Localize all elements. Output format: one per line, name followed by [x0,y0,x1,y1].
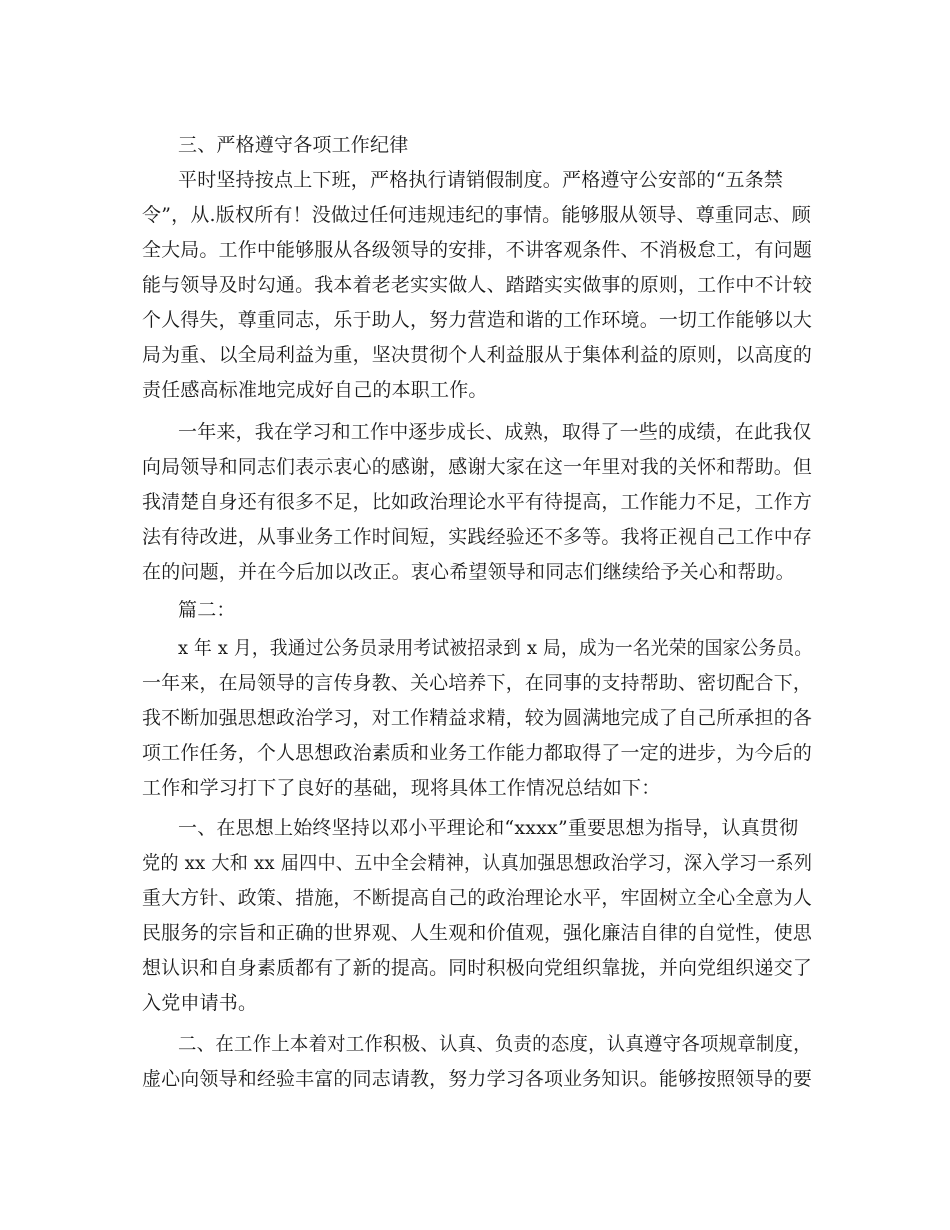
text-line: 一年来，在局领导的言传身教、关心培养下，在同事的支持帮助、密切配合下， [142,672,812,694]
text-line: 三、严格遵守各项工作纪律 [178,134,409,156]
text-line: 一、在思想上始终坚持以邓小平理论和“xxxx”重要思想为指导，认真贯彻 [178,817,799,839]
text-line: 个人得失，尊重同志，乐于助人，努力营造和谐的工作环境。一切工作能够以大 [142,309,812,331]
text-line: 全大局。工作中能够服从各级领导的安排，不讲客观条件、不消极怠工，有问题 [142,239,812,261]
text-line: 虚心向领导和经验丰富的同志请教，努力学习各项业务知识。能够按照领导的要 [142,1068,812,1090]
text-line: 工作和学习打下了良好的基础，现将具体工作情况总结如下： [142,777,661,799]
text-line: 入党申请书。 [142,992,258,1014]
text-line: 民服务的宗旨和正确的世界观、人生观和价值观，强化廉洁自律的自觉性，使思 [142,922,812,944]
text-line: x 年 x 月，我通过公务员录用考试被招录到 x 局，成为一名光荣的国家公务员。 [178,637,813,659]
text-line: 能与领导及时勾通。我本着老老实实做人、踏踏实实做事的原则，工作中不计较 [142,274,812,296]
text-line: 党的 xx 大和 xx 届四中、五中全会精神，认真加强思想政治学习，深入学习一系列 [142,852,813,874]
text-line: 想认识和自身素质都有了新的提高。同时积极向党组织靠拢，并向党组织递交了 [142,957,812,979]
text-line: 令”，从.版权所有！没做过任何违规违纪的事情。能够服从领导、尊重同志、顾 [142,204,811,226]
text-line: 局为重、以全局利益为重，坚决贯彻个人利益服从于集体利益的原则，以高度的 [142,344,812,366]
text-line: 我不断加强思想政治学习，对工作精益求精，较为圆满地完成了自己所承担的各 [142,707,812,729]
text-line: 项工作任务，个人思想政治素质和业务工作能力都取得了一定的进步，为今后的 [142,742,812,764]
text-line: 向局领导和同志们表示衷心的感谢，感谢大家在这一年里对我的关怀和帮助。但 [142,456,812,478]
text-line: 篇二： [178,599,236,621]
text-line: 法有待改进，从事业务工作时间短，实践经验还不多等。我将正视自己工作中存 [142,526,812,548]
text-line: 平时坚持按点上下班，严格执行请销假制度。严格遵守公安部的“五条禁 [178,169,784,191]
text-line: 在的问题，并在今后加以改正。衷心希望领导和同志们继续给予关心和帮助。 [142,561,795,583]
text-line: 一年来，我在学习和工作中逐步成长、成熟，取得了一些的成绩，在此我仅 [178,421,812,443]
text-line: 二、在工作上本着对工作积极、认真、负责的态度，认真遵守各项规章制度， [178,1033,812,1055]
text-line: 我清楚自身还有很多不足，比如政治理论水平有待提高，工作能力不足，工作方 [142,491,812,513]
text-line: 责任感高标准地完成好自己的本职工作。 [142,379,488,401]
text-line: 重大方针、政策、措施，不断提高自己的政治理论水平，牢固树立全心全意为人 [142,887,812,909]
